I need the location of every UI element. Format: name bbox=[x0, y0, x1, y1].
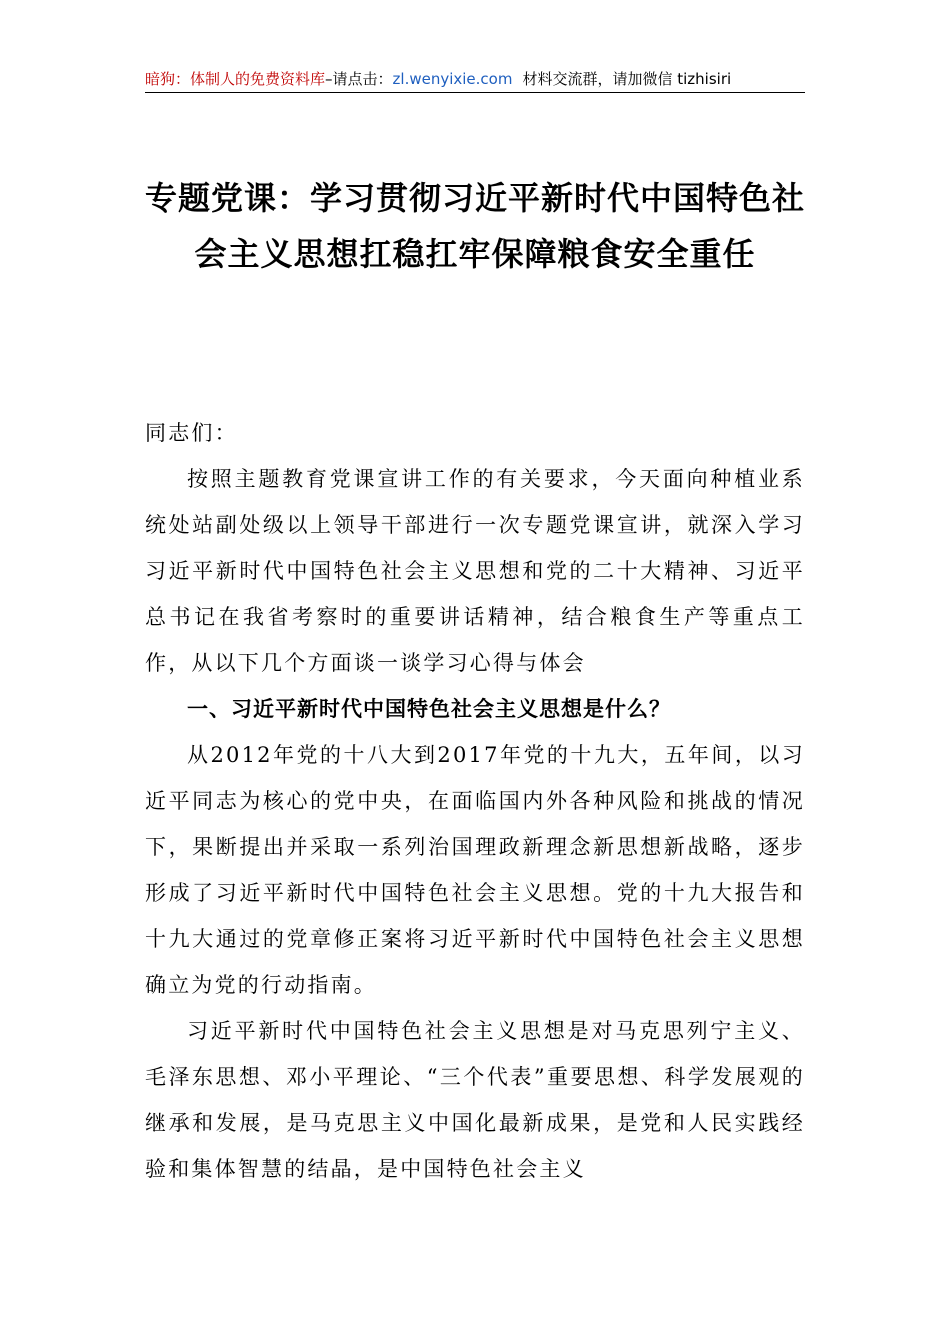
header-contact: 材料交流群，请加微信 tizhisiri bbox=[522, 70, 732, 88]
salutation: 同志们： bbox=[145, 421, 238, 445]
document-body bbox=[145, 410, 805, 1192]
document-title: 专题党课：学习贯彻习近平新时代中国特色社会主义思想扛稳扛牢保障粮食安全重任 bbox=[145, 179, 806, 273]
paragraph: 按照主题教育党课宣讲工作的有关要求，今天面向种植业系统处站副处级以上领导干部进行一次专题党课宣讲，就深入学习习近平新时代中国特色社会主义思想和党的二十大精神、习近平总书记在我省考察时的重要讲话精神，结合粮食生产等重点工作，从以下几个方面谈一谈学习心得与体会 bbox=[145, 467, 805, 675]
header-brand: 暗狗：体制人的免费资料库 bbox=[145, 70, 326, 88]
paragraph: 从2012年党的十八大到2017年党的十九大，五年间，以习近平同志为核心的党中央，在面临国内外各种风险和挑战的情况下，果断提出并采取一系列治国理政新理念新思想新战略，逐步形成了习近平新时代中国特色社会主义思想。党的十九大报告和十九大通过的党章修正案将习近平新时代中国特色社会主义思想确立为党的行动指南。 bbox=[145, 743, 805, 997]
header-link[interactable]: zl.wenyixie.com bbox=[392, 70, 513, 88]
page-header bbox=[145, 68, 805, 90]
header-separator: –请点击： bbox=[325, 70, 393, 88]
section-heading: 一、习近平新时代中国特色社会主义思想是什么？ bbox=[187, 697, 671, 721]
paragraph: 习近平新时代中国特色社会主义思想是对马克思列宁主义、毛泽东思想、邓小平理论、“三个代表”重要思想、科学发展观的继承和发展，是马克思主义中国化最新成果，是党和人民实践经验和集体智慧的结晶，是中国特色社会主义 bbox=[145, 1019, 805, 1181]
header-divider bbox=[145, 92, 805, 93]
